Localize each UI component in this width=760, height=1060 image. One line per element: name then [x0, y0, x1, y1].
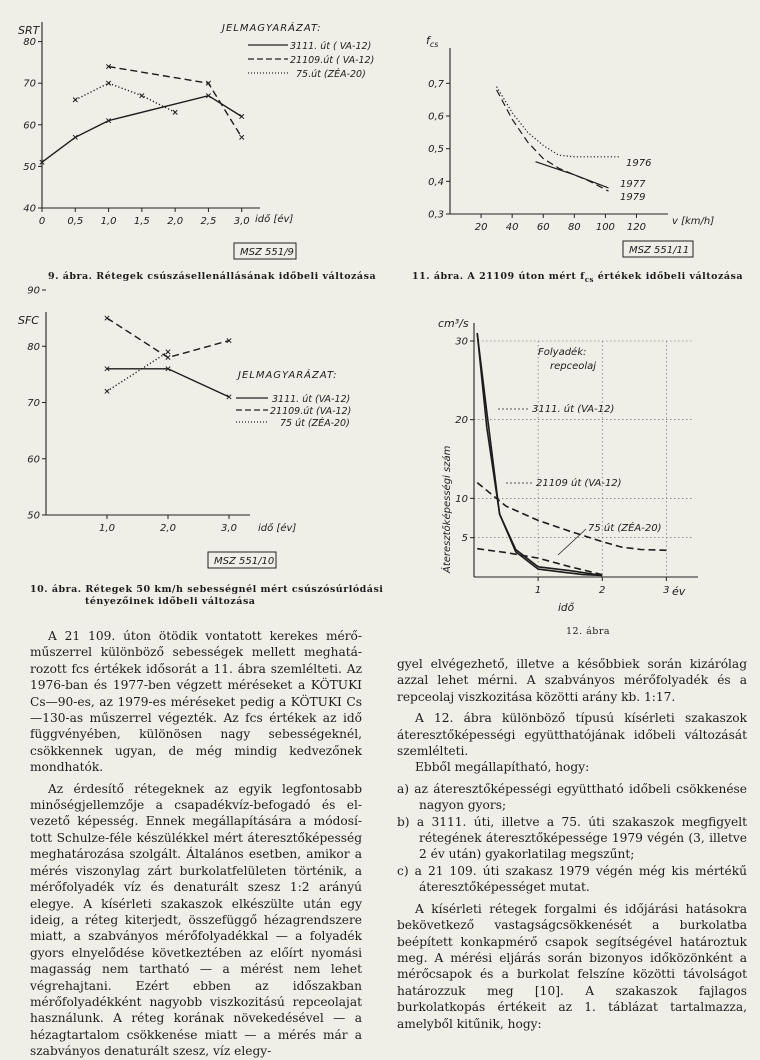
fig11-caption: 11. ábra. A 21109 úton mért $f_{cs}$ értékek időbeli változása — [412, 271, 744, 284]
fig11-label-1977: 1977 — [620, 179, 646, 190]
y-tick-label: 80 — [23, 37, 36, 49]
series-line-1 — [497, 87, 621, 157]
fig10-box-label: MSZ 551/10 — [214, 556, 275, 567]
y-tick-label: 10 — [455, 493, 468, 505]
x-tick-label: 120 — [626, 222, 647, 233]
fig12-unit: cm³/s — [438, 317, 469, 330]
fig10-ylabel: SFC — [18, 314, 39, 327]
fig12-caption: 12. ábra — [566, 626, 611, 637]
y-tick-label: 5 — [461, 533, 468, 545]
series-line-3 — [107, 352, 168, 391]
x-tick-label: 1 — [534, 585, 542, 596]
list-item: c) a 21 109. úti szakasz 1979 végén még kis mértékű áteresztőképességet mutat. — [397, 863, 747, 895]
x-tick-label: 20 — [474, 222, 488, 233]
y-tick-label: 60 — [23, 120, 36, 132]
y-tick-label: 70 — [27, 398, 40, 409]
figure-10-chart — [0, 285, 390, 590]
x-tick-label: 100 — [595, 222, 615, 233]
figure-11-chart — [410, 0, 750, 300]
fig12-label-21109: 21109 út (VA-12) — [536, 478, 622, 489]
fig10-caption: 10. ábra. Rétegek 50 km/h sebességnél mért csúszósúrlódási tényezőinek időbeli változása — [30, 584, 384, 607]
list-item: a) az áteresztőképességi együttható időbeli csökkenése nagyon gyors; — [397, 781, 747, 813]
figure-9-chart — [0, 0, 380, 300]
fig10-xlabel: idő [év] — [258, 523, 297, 534]
series-line-3 — [497, 90, 609, 191]
data-point — [166, 355, 170, 359]
data-point — [105, 389, 109, 393]
fig10-legend-2: 21109.út (VA-12) — [270, 406, 352, 417]
x-tick-label: 1,0 — [99, 523, 115, 534]
data-point — [240, 135, 244, 139]
y-tick-label: 0,5 — [428, 144, 444, 156]
fig10-legend-3: 75 út (ZÉA-20) — [280, 418, 350, 429]
x-tick-label: 2 — [599, 585, 606, 596]
data-point — [73, 98, 77, 102]
series-line-2 — [536, 162, 609, 188]
y-tick-label: 60 — [27, 454, 40, 466]
fig11-ylabel: $f_{cs}$ — [426, 34, 439, 49]
fig9-xlabel: idő [év] — [255, 214, 294, 225]
y-tick-label: 90 — [27, 285, 40, 297]
fig9-box-label: MSZ 551/9 — [240, 247, 294, 258]
fig11-label-1979: 1979 — [620, 192, 646, 203]
y-tick-label: 0,6 — [428, 111, 444, 123]
y-tick-label: 50 — [23, 161, 36, 173]
fig9-legend-2: 21109.út ( VA-12) — [290, 55, 375, 66]
fig12-xlabel: idő — [558, 602, 575, 614]
fig9-legend-1: 3111. út ( VA-12) — [290, 41, 372, 52]
y-tick-label: 30 — [455, 336, 468, 348]
paragraph: A 12. ábra különböző típusú kísérleti szakaszok áteresztőképességi együtthatójának időbeli változását szemlélteti. — [397, 711, 747, 759]
x-tick-label: 0 — [38, 216, 46, 227]
data-point — [166, 350, 170, 354]
series-line-2 — [109, 67, 242, 138]
data-point — [173, 110, 177, 114]
x-tick-label: 40 — [505, 222, 519, 233]
x-tick-label: 2,0 — [160, 523, 176, 534]
x-tick-label: 3,0 — [233, 216, 250, 227]
x-tick-label: 3,0 — [221, 523, 237, 534]
x-tick-label: 80 — [567, 222, 581, 233]
text-column-right — [397, 656, 747, 1032]
paragraph: Ebből megállapítható, hogy: — [415, 760, 590, 775]
fig10-legend-1: 3111. út (VA-12) — [272, 394, 351, 405]
fig10-legend-title: JELMAGYARÁZAT: — [238, 370, 338, 381]
fig9-legend-3: 75.út (ZÉA-20) — [296, 69, 366, 80]
fig12-ann-fluid: Folyadék: — [538, 347, 587, 358]
data-point — [105, 316, 109, 320]
figure-12-chart — [410, 305, 750, 635]
paragraph: gyel elvégezhető, illetve a későbbiek során kizárólag azzal lehet mérni. A szabványos mérőfolyadék és a repceolaj viszkozitása közötti arány kb. 1:17. — [397, 657, 747, 704]
fig9-legend-title: JELMAGYARÁZAT: — [222, 23, 322, 34]
paragraph: A 21 109. úton ötödik vontatott kerekes mérőműszerrel különböző sebességek mellett meghatározott fcs értékek idősorát a 11. ábra szemlélteti. Az 1976-ban és 1977-ben végzett méréseket a KÖTUKI Cs—90-es, az 1979-es méréseket pedig a KÖTUKI Cs—130-as műszerrel végezték. Az fcs értékek az idő függvényében, különösen nagy sebességeknél, csökkennek ugyan, de még mindig kedvezőnek mondhatók. — [30, 629, 362, 775]
x-tick-label: 1,0 — [100, 216, 117, 227]
paragraph: Az érdesítő rétegeknek az egyik legfontosabb minőségjellemzője a csapadékvíz-befogadó és elvezető képesség. Ennek megállapítására a módosított Schulze-féle készülékkel mért áteresztőképesség meghatározása szolgált. Általános esetben, amikor a mérés viszonylag zárt burkolatfelületen történik, a mérőfolyadék víz és denaturált szesz 1:2 arányú elegye. A kísérleti szakaszok elkészülte után egy ideig, a réteg kiterjedt, összefüggő hézagrendszere miatt, a szabványos mérőfolyadékkal — a folyadék gyors elnyelődése következtében az előírt nyomási magasság nem tartható — a mérést nem lehet végrehajtani. Ezért ebben az időszakban mérőfolyadékként nagyobb viszkozitású repceolajat használunk. A réteg korának növekedésével — a hézagtartalom csökkenése miatt — a mérés már a szabványos denaturált szesz, víz elegy- — [30, 781, 362, 1059]
fig11-xlabel: v [km/h] — [672, 216, 715, 227]
series-line-4 — [477, 549, 602, 575]
x-tick-label: 2,5 — [200, 216, 217, 227]
fig9-caption: 9. ábra. Rétegek csúszásellenállásának időbeli változása — [48, 271, 377, 282]
fig12-ann-oil: repceolaj — [550, 361, 597, 372]
y-tick-label: 50 — [27, 510, 40, 522]
data-point — [240, 114, 244, 118]
y-tick-label: 0,4 — [428, 176, 444, 188]
fig12-xunit: év — [672, 585, 686, 598]
x-tick-label: 0,5 — [67, 216, 84, 227]
x-tick-label: 1,5 — [133, 216, 150, 227]
series-line-3 — [477, 483, 666, 551]
fig12-ylabel: Áteresztőképességi szám — [442, 445, 453, 573]
x-tick-label: 60 — [536, 222, 550, 233]
list-item: b) a 3111. úti, illetve a 75. úti szakaszok megfigyelt rétegének áteresztőképessége 1979 végén (3, illetve 2 év után) gyakorlatilag megszűnt; — [397, 814, 747, 862]
data-point — [106, 81, 110, 85]
fig11-box-label: MSZ 551/11 — [629, 245, 690, 256]
data-point — [140, 93, 144, 97]
series-line-1 — [107, 369, 229, 397]
paragraph: A kísérleti rétegek forgalmi és időjárási hatásokra bekövetkező vastagságcsökkenését a burkolatba beépített konkapmérő csapok segítségével határoztuk meg. A mérési eljárás során bizonyos időközönként a mérőcsapok és a burkolat felszíne közötti távolságot határozzuk meg [10]. A szakaszok fajlagos burkolatkopás értékeit az 1. táblázat tartalmazza, amelyből kitűnik, hogy: — [397, 901, 747, 1031]
y-tick-label: 0,3 — [428, 209, 444, 221]
text-column-left — [30, 628, 362, 1060]
fig12-label-3111: 3111. út (VA-12) — [532, 404, 615, 415]
fig12-label-75: 75 út (ZÉA-20) — [588, 523, 662, 534]
x-tick-label: 2,0 — [167, 216, 184, 227]
series-line-1 — [42, 96, 242, 163]
y-tick-label: 70 — [23, 78, 36, 90]
y-tick-label: 80 — [27, 341, 40, 353]
fig11-label-1976: 1976 — [626, 158, 652, 169]
y-tick-label: 40 — [23, 203, 36, 215]
y-tick-label: 0,7 — [428, 78, 444, 90]
y-tick-label: 20 — [455, 415, 468, 427]
fig9-ylabel: SRT — [18, 24, 40, 37]
x-tick-label: 3 — [663, 585, 670, 596]
